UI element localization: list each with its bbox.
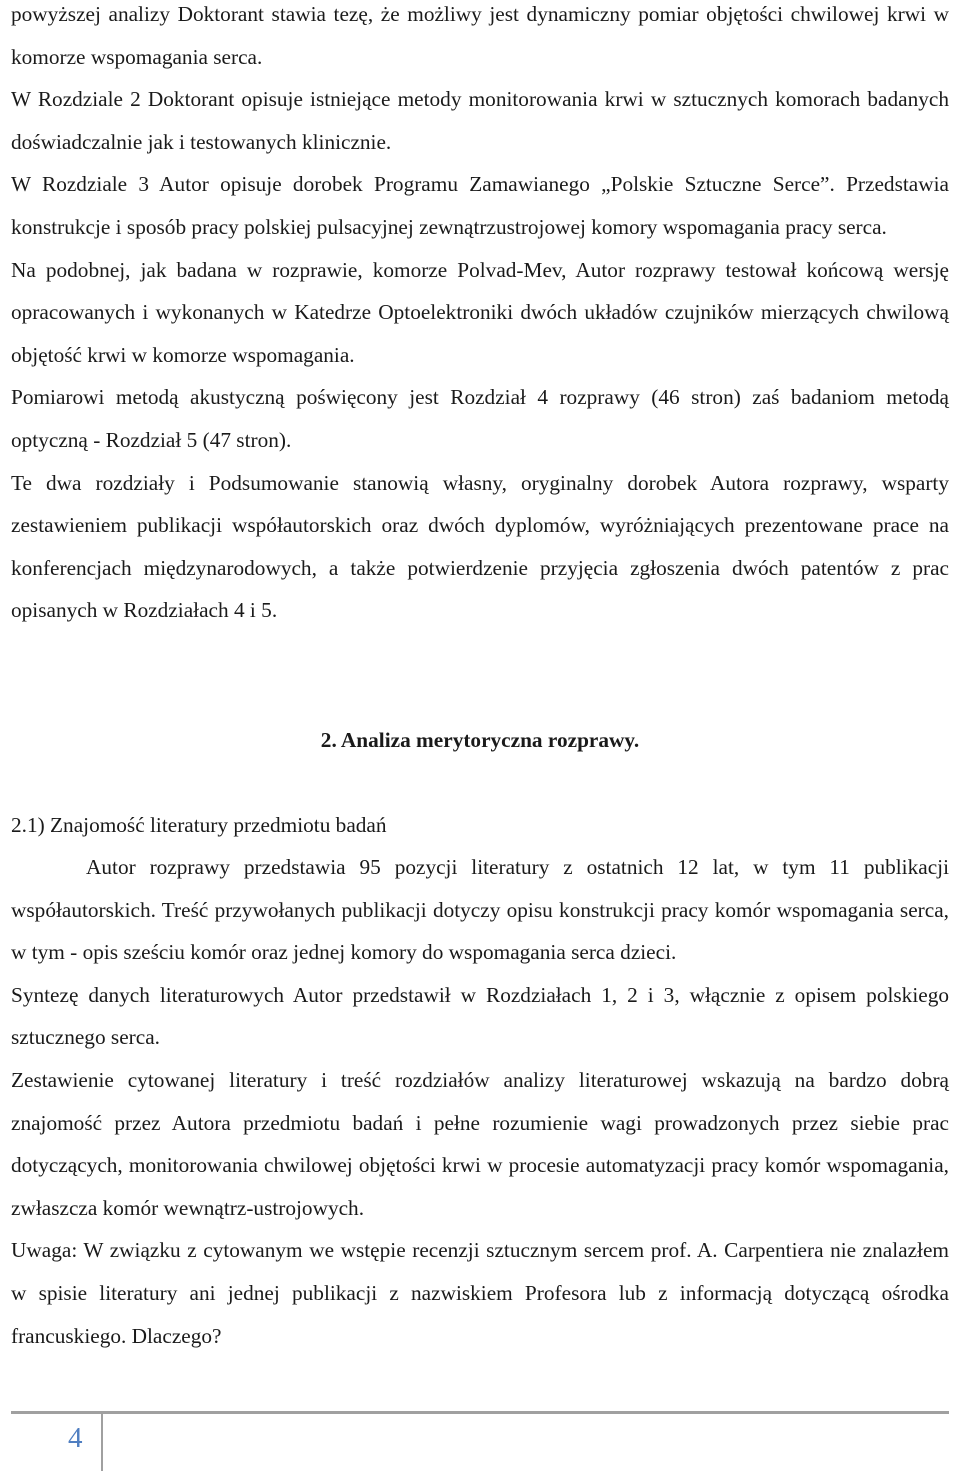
paragraph-remark: Uwaga: W związku z cytowanym we wstępie recenzji sztucznym sercem prof. A. Carpentiera nie znalazłem w spisie literatury ani jednej publikacji z nazwiskiem Profesora lub z informacją dotyczącą ośrodka francuskiego. Dlaczego? (11, 1238, 949, 1348)
footer-rule (11, 1411, 949, 1414)
section-heading: 2. Analiza merytoryczna rozprawy. (320, 728, 640, 752)
top-text-block (11, 0, 949, 632)
paragraph-chapter-3: W Rozdziale 3 Autor opisuje dorobek Programu Zamawianego „Polskie Sztuczne Serce”. Przedstawia konstrukcje i sposób pracy polskiej pulsacyjnej zewnątrzustrojowej komory wspomagania pracy serca. (11, 172, 949, 239)
paragraph-polvad-mev: Na podobnej, jak badana w rozprawie, komorze Polvad-Mev, Autor rozprawy testował końcową wersję opracowanych i wykonanych w Katedrze Optoelektroniki dwóch układów czujników mierzących chwilową objętość krwi w komorze wspomagania. (11, 257, 949, 367)
paragraph-own-contribution: Te dwa rozdziały i Podsumowanie stanowią własny, oryginalny dorobek Autora rozprawy, wsparty zestawieniem publikacji współautorskich oraz dwóch dyplomów, wyróżniających prezentowane prace na konferencjach międzynarodowych, a także potwierdzenie przyjęcia zgłoszenia dwóch patentów z prac opisanych w Rozdziałach 4 i 5. (11, 470, 949, 623)
paragraph-hypothesis: powyższej analizy Doktorant stawia tezę, że możliwy jest dynamiczny pomiar objętości chwilowej krwi w komorze wspomagania serca. (11, 2, 949, 69)
paragraph-chapters-4-5: Pomiarowi metodą akustyczną poświęcony jest Rozdział 4 rozprawy (46 stron) zaś badaniom metodą optyczną - Rozdział 5 (47 stron). (11, 385, 949, 452)
paragraph-literature-synthesis: Syntezę danych literaturowych Autor przedstawił w Rozdziałach 1, 2 i 3, włącznie z opisem polskiego sztucznego serca. (11, 982, 949, 1050)
page-number: 4 (68, 1422, 83, 1454)
paragraph-chapter-2: W Rozdziale 2 Doktorant opisuje istniejące metody monitorowania krwi w sztucznych komorach badanych doświadczalnie jak i testowanych klinicznie. (11, 87, 949, 154)
paragraph-literature-count: Autor rozprawy przedstawia 95 pozycji literatury z ostatnich 12 lat, w tym 11 publikacji współautorskich. Treść przywołanych publikacji dotyczy opisu konstrukcji pracy komór wspomagania serca, w tym - opis sześciu komór oraz jednej komory do wspomagania serca dzieci. (11, 855, 949, 965)
footer-vertical-rule (101, 1411, 103, 1471)
paragraph-literature-assessment: Zestawienie cytowanej literatury i treść rozdziałów analizy literaturowej wskazują na bardzo dobrą znajomość przez Autora przedmiotu badań i pełne rozumienie wagi prowadzonych przez siebie prac dotyczących, monitorowania chwilowej objętości krwi w procesie automatyzacji pracy komór wspomagania, zwłaszcza komór wewnątrz-ustrojowych. (11, 1067, 949, 1220)
bottom-text-block (11, 846, 949, 1357)
subsection-heading: 2.1) Znajomość literatury przedmiotu badań (11, 813, 387, 837)
